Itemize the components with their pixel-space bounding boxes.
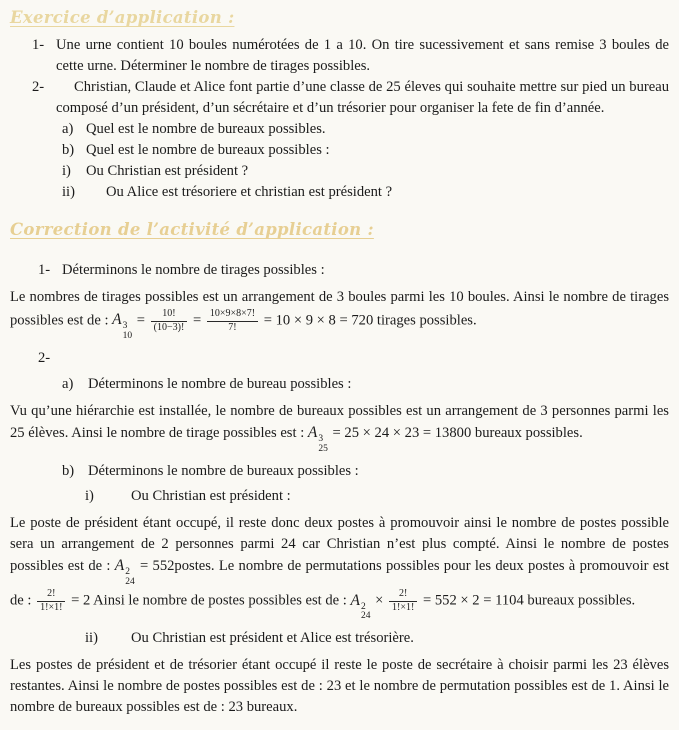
text-segment: = 552postes. Le nombre de permutations possibles pour les deux postes à promouvoir est de : [10,558,669,609]
item-number: a) [62,121,74,137]
subscript: 24 [360,611,371,622]
text-segment: = 10 × 9 × 8 = 720 tirages possibles. [260,312,477,329]
fraction [151,308,188,334]
text-segment: = [133,312,149,329]
item-number: i) [85,488,94,505]
item-text: Ou Christian est président ? [86,163,249,179]
correction-item-2 [38,348,669,369]
correction-item-1 [38,260,669,281]
item-number: b) [62,463,75,480]
item-number: 1- [32,37,45,53]
superscript: 3 [318,434,324,445]
exercise-item-2ii [62,182,669,203]
item-text: Déterminons le nombre de tirages possibles : [62,262,325,278]
item-text: Ou Alice est trésoriere et christian est président ? [106,184,393,200]
correction-item-2b [62,461,669,482]
item-text: Christian, Claude et Alice font partie d’une classe de 25 éleves qui souhaite mettre sur pied un bureau composé d’un président, d’un sécrétaire et d’un trésorier pour organiser la fete de fin d’année. [56,79,669,116]
exercise-item-1 [32,35,669,77]
arrangement-letter: A [350,591,360,609]
superscript: 3 [122,321,128,332]
item-number: b) [62,142,75,158]
arrangement-indices [318,435,328,455]
item-number: ii) [62,184,75,200]
item-text: Déterminons le nombre de bureau possibles : [88,376,352,393]
correction-heading: Correction de l’activité d’application : [10,220,374,239]
text-segment: = 25 × 24 × 23 = 13800 bureaux possibles. [328,425,583,442]
item-number: 2- [32,79,45,95]
exercise-item-2a [62,119,669,140]
text-segment: Vu qu’une hiérarchie est installée, le nombre de bureaux possibles est un arrangement de 3 personnes parmi les 25 élèves. Ainsi le nombre de tirage possibles est : [10,403,669,442]
correction-item-2a [62,374,669,395]
item-text: Une urne contient 10 boules numérotées de 1 a 10. On tire sucessivement et sans remise 3 boules de cette urne. Déterminer le nombre de tirages possibles. [56,37,669,74]
fraction [37,588,65,614]
subscript: 24 [125,577,135,588]
item-number: ii) [85,630,98,647]
fraction-numerator: 10! [151,308,188,322]
item-text: Ou Christian est président : [131,488,291,505]
text-segment: Le poste de président étant occupé, il reste donc deux postes à promouvoir ainsi le nombre de postes possible sera un arrangement de 2 personnes parmi 24 car Christian n’est plus compté. Ainsi le nombre de postes possibles est de : [10,515,669,575]
text-segment: = 2 Ainsi le nombre de postes possibles est de : [67,592,351,609]
item-number: 2- [38,350,51,367]
arrangement-indices [361,603,371,623]
fraction-denominator: 1!×1! [40,601,63,613]
fraction-numerator: 2! [389,588,417,602]
fraction-denominator: 7! [228,321,237,333]
arrangement-letter: A [307,424,318,442]
exercise-item-2b [62,140,669,161]
answer-2bii-paragraph [10,655,669,718]
subscript: 25 [318,444,328,455]
fraction [389,588,417,614]
arrangement-letter: A [112,311,122,329]
fraction [207,308,258,334]
superscript: 2 [125,567,130,578]
arrangement-symbol [114,557,136,588]
fraction-numerator: 2! [37,588,65,602]
item-text: Quel est le nombre de bureaux possibles : [86,142,330,158]
fraction-denominator: 1!×1! [392,601,415,613]
text-segment: = [189,312,205,329]
exercise-item-2 [32,77,669,119]
arrangement-indices [123,322,133,342]
exercise-item-2i [62,161,669,182]
exercise-heading: Exercice d’application : [10,8,235,27]
arrangement-indices [125,568,135,588]
correction-item-2bi [85,486,669,507]
item-text: Ou Christian est président et Alice est trésorière. [131,630,414,647]
answer-1-paragraph [10,287,669,342]
fraction-denominator: (10−3)! [153,321,185,333]
correction-item-2bii [85,628,669,649]
item-text: Déterminons le nombre de bureaux possibles : [88,463,359,480]
superscript: 2 [360,601,366,612]
arrangement-symbol [307,424,329,455]
text-segment: × [371,592,388,609]
item-number: i) [62,163,71,179]
answer-2a-paragraph [10,401,669,455]
text-segment: Le nombres de tirages possibles est un arrangement de 3 boules parmi les 10 boules. Ainsi le nombre de tirages possibles est de : [10,289,669,329]
item-text: Quel est le nombre de bureaux possibles. [86,121,326,137]
answer-2bi-paragraph [10,513,669,622]
item-number: 1- [38,262,51,278]
item-number: a) [62,376,74,393]
arrangement-symbol [112,311,133,342]
text-segment: Les postes de président et de trésorier étant occupé il reste le poste de secrétaire à choisir parmi les 23 élèves restantes. Ainsi le nombre de postes possibles est de : 23 et le nombre de permutation possibles est de 1. Ainsi le nombre de bureaux possibles est de : 23 bureaux. [10,657,669,716]
text-segment: = 552 × 2 = 1104 bureaux possibles. [419,592,636,609]
subscript: 10 [122,331,133,342]
fraction-numerator: 10×9×8×7! [207,308,258,322]
arrangement-letter: A [114,557,125,575]
arrangement-symbol [350,591,372,622]
